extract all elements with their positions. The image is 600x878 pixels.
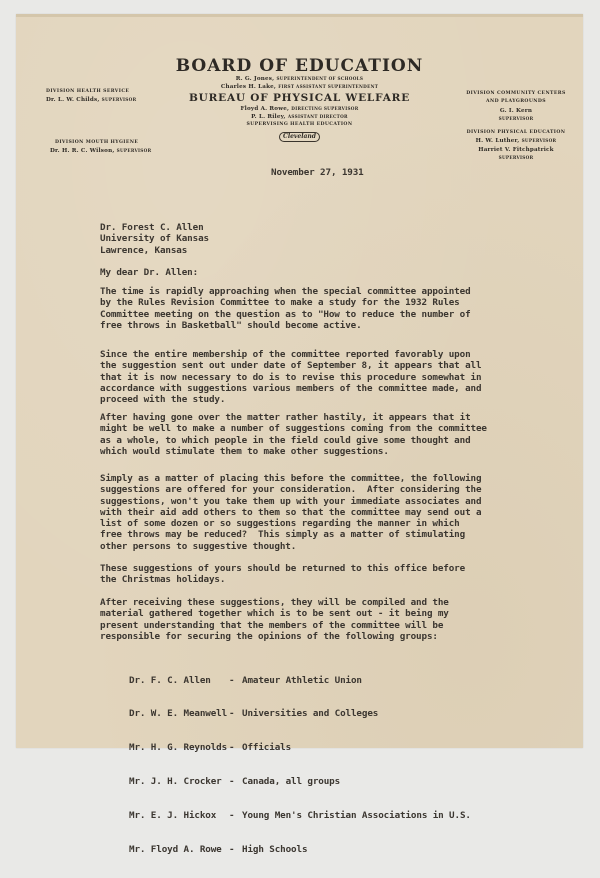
member-name: Dr. W. E. Meanwell [129, 708, 228, 720]
letter-date: November 27, 1931 [271, 167, 364, 178]
dash: - [229, 674, 235, 686]
address-line: Dr. Forest C. Allen [100, 222, 204, 233]
list-item [129, 708, 471, 719]
division-supervisor-role: SUPERVISOR [521, 138, 557, 144]
division-supervisor-name-2: Harriet V. Fitchpatrick [478, 146, 554, 153]
letterhead-title: BOARD OF EDUCATION [175, 56, 424, 76]
division-physical-education [436, 129, 596, 162]
body-paragraph: The time is rapidly approaching when the special committee appointed by the Rules Revision Committee to make a study for the 1932 Rules Committee meeting on the question as to "How to reduce the number of free throws in Basketball" should become active. [100, 286, 471, 331]
cleveland-seal-icon: Cleveland [279, 132, 320, 142]
member-group: High Schools [242, 844, 308, 856]
division-supervisor-name: G. I. Kern [499, 107, 533, 114]
division-label: DIVISION MOUTH HYGIENE [55, 140, 139, 145]
division-health-service [46, 88, 136, 105]
member-group: Young Men's Christian Associations in U.S. [242, 810, 471, 822]
committee-groups-list [129, 652, 471, 878]
body-paragraph: After having gone over the matter rather hastily, it appears that it might be well to make a number of suggestions coming from the committee as a whole, to which people in the field could give some thought and which would stimulate them to make other suggestions. [100, 412, 487, 457]
superintendent-role: SUPERINTENDENT OF SCHOOLS [276, 76, 364, 81]
division-label: DIVISION PHYSICAL EDUCATION [466, 130, 566, 135]
first-assistant-role: FIRST ASSISTANT SUPERINTENDENT [278, 84, 379, 90]
bureau-title: BUREAU OF PHYSICAL WELFARE [188, 91, 411, 104]
dash: - [229, 742, 235, 754]
address-line: University of Kansas [100, 233, 209, 245]
body-paragraph: Simply as a matter of placing this before the committee, the following suggestions are offered for your consideration. After considering the suggestions, won't you take them up with your immediate associates and with their aid add others to them so that the committee may send out a list of some dozen or so suggestions regarding the manner in which free throws may be reduced? This simply as a matter of stimulating other persons to suggestive thought. [100, 473, 482, 552]
member-name: Mr. H. G. Reynolds [129, 742, 228, 754]
division-supervisor-role: SUPERVISOR [498, 115, 534, 121]
superintendent-name: R. G. Jones, [235, 76, 275, 82]
division-community-centers [436, 90, 596, 123]
directing-name: Floyd A. Rowe, [240, 105, 290, 112]
list-item [129, 844, 471, 855]
member-name: Dr. F. C. Allen [129, 674, 211, 686]
dash: - [229, 708, 235, 720]
body-paragraph: These suggestions of yours should be returned to this office before the Christmas holidays. [100, 563, 466, 586]
member-name: Mr. Floyd A. Rowe [129, 844, 222, 856]
list-item [129, 742, 471, 753]
division-label-cont: AND PLAYGROUNDS [486, 99, 546, 105]
salutation: My dear Dr. Allen: [100, 267, 199, 278]
division-supervisor-name: Dr. H. R. C. Wilson, [50, 148, 115, 155]
division-label: DIVISION HEALTH SERVICE [46, 89, 130, 94]
division-label: DIVISION COMMUNITY CENTERS [466, 91, 566, 96]
division-supervisor-role-2: SUPERVISOR [498, 154, 534, 160]
member-name: Mr. E. J. Hickox [129, 810, 217, 822]
division-supervisor-role: SUPERVISOR [101, 97, 137, 103]
directing-role: DIRECTING SUPERVISOR [291, 105, 359, 111]
first-assistant-name: Charles H. Lake, [220, 84, 277, 91]
member-group: Amateur Athletic Union [242, 674, 362, 686]
member-name: Mr. J. H. Crocker [129, 776, 222, 788]
dash: - [229, 776, 235, 788]
division-supervisor-role: SUPERVISOR [116, 148, 152, 154]
dash: - [229, 844, 235, 856]
body-paragraph: Since the entire membership of the committee reported favorably upon the suggestion sent out under date of September 8, it appears that all that it is now necessary to do is to revise this procedure somewhat in accordance with suggestions various members of the committee made, and proceed with the study. [100, 349, 482, 406]
member-group: Universities and Colleges [242, 708, 379, 720]
division-mouth-hygiene [50, 139, 151, 156]
list-item [129, 776, 471, 787]
superintendent-line [16, 75, 583, 83]
letter-page [16, 14, 583, 856]
division-supervisor-name: H. W. Luther, [475, 138, 520, 145]
dash: - [229, 810, 235, 822]
list-item [129, 675, 471, 686]
supervising-health-line: SUPERVISING HEALTH EDUCATION [246, 122, 353, 128]
list-item [129, 810, 471, 821]
assistant-director-role: ASSISTANT DIRECTOR [287, 113, 348, 119]
body-paragraph: After receiving these suggestions, they will be compiled and the material gathered together which is to be sent out - it being my present understanding that the members of the committee will be responsible for securing the opinions of the following groups: [100, 597, 449, 642]
recipient-address [100, 222, 209, 256]
member-group: Canada, all groups [242, 776, 341, 788]
member-group: Officials [242, 742, 292, 754]
division-supervisor-name: Dr. L. W. Childs, [46, 97, 100, 104]
address-line: Lawrence, Kansas [100, 244, 188, 256]
assistant-director-name: P. L. Riley, [251, 113, 286, 120]
